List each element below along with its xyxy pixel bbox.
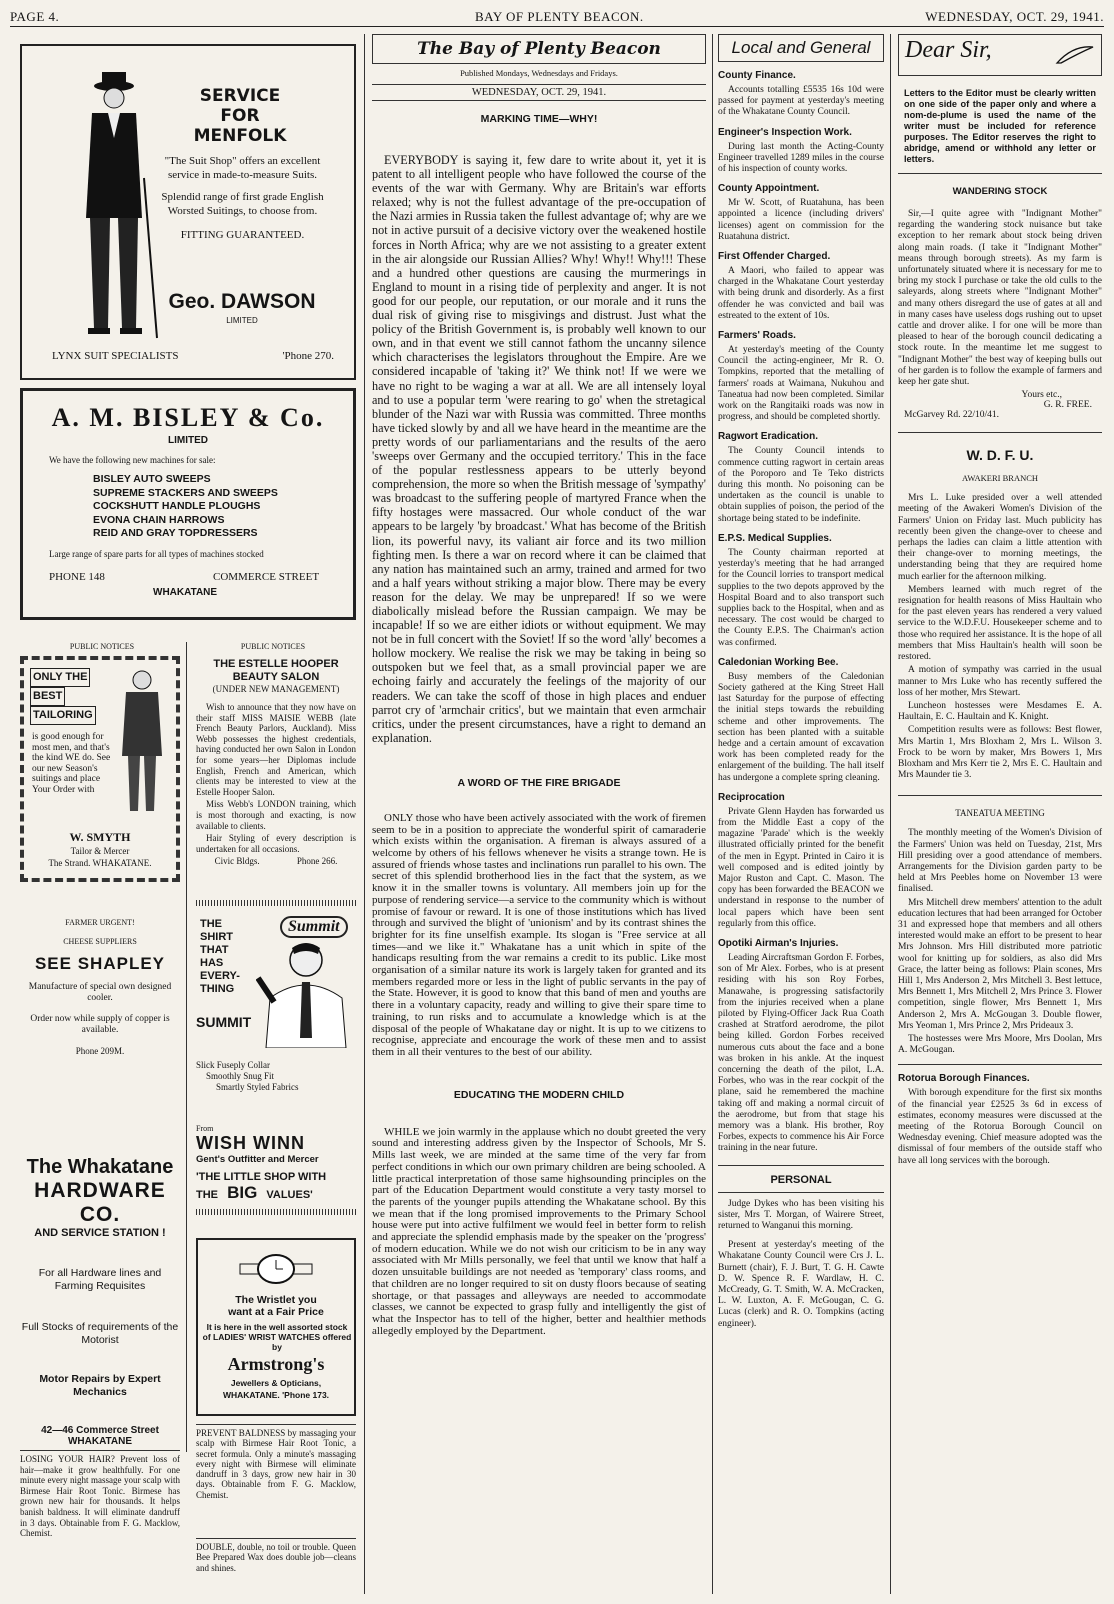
bisley-ad: [20, 388, 356, 620]
ad-company-name: WISH WINN: [196, 1133, 305, 1153]
local-items-list: [718, 70, 884, 1155]
machine-list-item: REID AND GRAY TOPDRESSERS: [93, 527, 258, 539]
letters-column: [898, 34, 1102, 1169]
notice-text: LOSING YOUR HAIR? Prevent loss of hair—make it grow healthfully. For one minute every night massage your scalp with Birmese Hair Root Tonic. Birmese has grown new hair for thousands. It helps banish baldness. It will eliminate dandruff in 3 days. Obtainable from F. G. Macklow, Chemist.: [20, 1454, 180, 1539]
divider-rule: [196, 1209, 356, 1215]
ad-headline: THAT: [200, 944, 229, 956]
ad-trade: Tailor & Mercer: [70, 846, 130, 856]
notice-text: Miss Webb's LONDON training, which is most thorough and exacting, is now available to clients.: [196, 799, 356, 831]
notice-text: PREVENT BALDNESS by massaging your scalp with Birmese Hair Root Tonic, a secret formula. Only a minute's massaging every night with Birmese will eliminate dandruff in 3 days, grow new hair in 30 days. Obtainable from F. G. Macklow, Chemist.: [196, 1428, 356, 1500]
ad-text: Full Stocks of requirements of the Motorist: [21, 1321, 179, 1346]
ad-headline: HARDWARE CO.: [34, 1179, 166, 1226]
news-headline: Caledonian Working Bee.: [718, 656, 839, 668]
section-title: Local and General: [718, 34, 884, 62]
article-headline: A WORD OF THE FIRE BRIGADE: [457, 776, 621, 789]
report-paragraph: Mrs Mitchell drew members' attention to the adult education lectures that had been arranged for October 31 and expressed hope that members and all others interested would make an effort to be present to hear Mrs Johnson. Mrs Hill distributed more patriotic wool for knitting up for soldiers, as also did Mrs Grace, the latter being as follows: Plain scones, Mrs Hill 1, Mrs Anderson 2, Mrs Mitchell 3. Best lettuce, Mrs Bennett 1, Mrs Mitchell 2, Mrs Prince 3. Flower competition, single flower, Mrs Bennett 1, Mrs Anderson 2, Mrs A. McGougan 3. Double flower, Mrs Yeoman 1, Mrs Prince 2, Mrs Prideaux 3.: [898, 897, 1102, 1031]
armstrong-ad: [196, 1238, 356, 1416]
masthead: The Bay of Plenty Beacon: [417, 39, 661, 59]
ad-subheadline: AND SERVICE STATION !: [34, 1227, 166, 1239]
letter-closing: Yours etc.,: [1021, 390, 1062, 401]
ad-slogan: BIG: [227, 1183, 258, 1202]
news-headline: County Finance.: [718, 70, 796, 81]
publication-schedule: Published Mondays, Wednesdays and Fridays.: [460, 68, 618, 78]
news-body: The County chairman reported at yesterday's meeting that he had arranged for the Council lorries to transport medical supplies to the two depots approved by the Hospital Board and to also transport such supplies back to the Hospital, when and as necessary. The cost would be charged to the County E.P.S. The Chairman's action was confirmed.: [718, 547, 884, 648]
notice-text: Wish to announce that they now have on their staff MISS MAISIE WEBB (late French Beauty Parlors, Auckland). Miss Webb possesses the highest credentials, having conducted her own Salon in London for some years—her Diplomas include English, French and American, which clients may be interested to view at the Estelle Hooper Salon.: [196, 702, 356, 797]
article-headline: MARKING TIME—WHY!: [480, 113, 598, 125]
ad-headline: EVERY-: [200, 970, 240, 982]
article-headline: EDUCATING THE MODERN CHILD: [453, 1088, 625, 1101]
news-headline: First Offender Charged.: [718, 251, 831, 263]
ad-phone: Phone 209M.: [75, 1046, 125, 1056]
issue-date: WEDNESDAY, OCT. 29, 1941.: [925, 9, 1104, 24]
ad-headline: The Whakatane: [26, 1156, 174, 1178]
letter-signature: G. R. FREE.: [1043, 400, 1092, 411]
ad-brand: SUMMIT: [196, 1014, 252, 1030]
divider-rule: [196, 900, 356, 906]
quill-pen-icon: [1055, 43, 1095, 65]
baldness-notice: [196, 1424, 356, 1502]
news-headline: E.P.S. Medical Supplies.: [718, 532, 832, 544]
column-divider: [890, 34, 891, 1594]
hooper-notice: [196, 658, 356, 866]
notice-title: THE ESTELLE HOOPER BEAUTY SALON: [213, 658, 339, 683]
section-heading: PUBLIC NOTICES: [240, 642, 306, 651]
machine-list-item: EVONA CHAIN HARROWS: [93, 513, 225, 526]
editor-notice: Letters to the Editor must be clearly written on one side of the paper only and where a nom-de-plume is used the name of the writer must be included for reference purposes. The Editor reserves the right to abridge, amend or withhold any letter or letters.: [904, 88, 1096, 164]
news-body: Busy members of the Caledonian Society gathered at the King Street Hall last Saturday for the purpose of effecting the initial steps towards the rebuilding scheme and other improvements. The section has been planted with a suitable hedge and a certain amount of excavation work has been completed ready for the enlargement of the building. The hall itself has undergone a complete spring cleaning.: [718, 671, 884, 783]
ad-intro: We have the following new machines for sale:: [49, 455, 216, 465]
ad-text: It is here in the well assorted stock of LADIES' WRIST WATCHES offered by: [202, 1322, 352, 1352]
ad-headline: THE: [200, 918, 222, 930]
ad-company-suffix: LIMITED: [226, 316, 258, 325]
masthead-box: [372, 34, 706, 64]
ad-text: Splendid range of first grade English Worsted Suitings, to choose from.: [161, 191, 324, 217]
report-paragraph: Mrs L. Luke presided over a well attended meeting of the Awakeri Women's Division of the Farmers' Union on Friday last. Much publicity has recently been given the change-over to cheese and perhaps the ladies can claim a little attention with their change-over to morning meetings, the understanding being that they are required home much earlier for the afternoon milking.: [898, 493, 1102, 582]
letter-address: McGarvey Rd. 22/10/41.: [904, 410, 999, 421]
article-body: EVERYBODY is saying it, few dare to write about it, yet it is patent to all intelligent people who have followed the course of the events of the war with Germany. Why are Britain's war efforts relaxed; why is not the fullest advantage of the pre-occupation of the Nazi armies in Russia taken the fullest advantage of; why are we not in active pursuit of a decisive victory over the weakened hostile forces in North Africa; why are we not assisting to a greater extent in the air alongside our Russian Allies? Why! Why!! Why!!! These and a hundred other questions are causing the murmerings in England to mount in a rising tide of perplexity and anger. It is not good for our people, our reputation, or our morale and it runs the dual risk of giving rise to misgivings and distrust. Just what the policy of the British Government is, is probably well known to our own, and in that event we still cannot fathom the uncanny silence which characterises the legislators throughout the Empire. Are we considered incapable of 'taking it?' We think not! If we were we have no right to be waging a war at all. We are all intensely loyal and to use a popular term 'were rearing to go' when the stretagical blunder of the Nazi war with Russia was committed. Three months have ticked slowly by and all we have heard in the meantime are the pretty words of our parliamentarians and the results of the aero 'sweeps over Germany and the occupied territory.' This in the face of the popular restlessness appears to be utterly beyond comprehension, the more so when the British message of 'sympathy' was broadcast to the suffering people of martyred France when the fifty hostages were massacred. Our whole conduct of the war appears to be largely 'by broadcast.' What has become of the British lion, its powerful navy, its valiant air force and its two million fighting men. Is there a war on record where it can be claimed that any nation has maintained such an army, trained and armed for two and a half years without striking a major blow. There may be every reason for the delay. We may be unprepared! If so we were diabolically mislead before the Russian campaign. We may be incapable! If so we are either idiots or without equipment. We may not be in full concert with the Soviet! If so the word 'ally' becomes a hollow mockery. We realise the risk we may be taking in being so outspoken but we feel that, as a small provincial paper we are echoing fairly and accurately the feelings of the majority of our readers. We can take the scoff of those in high places and enduer parrot cry of 'armchair critics', but we maintain that even armchair critics, under the present circumstances, have a right to demand an explanation.: [372, 153, 706, 745]
ad-slogan: 'THE LITTLE SHOP WITH: [196, 1171, 327, 1183]
ad-text: Order now while supply of copper is available.: [30, 1014, 170, 1035]
ad-text: is good enough for most men, and that's the kind WE do. See our new Season's suitings and place Your Order with: [32, 732, 111, 795]
ad-tagline: LYNX SUIT SPECIALISTS: [52, 350, 179, 362]
ad-trade: Gent's Outfitter and Mercer: [196, 1154, 319, 1165]
ad-company-name: SEE SHAPLEY: [34, 954, 166, 973]
machine-list-item: COCKSHUTT HANDLE PLOUGHS: [93, 500, 261, 512]
ad-company-name: Armstrong's: [227, 1354, 325, 1374]
column-divider: [186, 642, 187, 1452]
smyth-ad: [20, 656, 180, 882]
ad-company-suffix: LIMITED: [168, 435, 208, 446]
section-subtitle: AWAKERI BRANCH: [961, 473, 1039, 484]
ad-headline: TAILORING: [30, 706, 96, 725]
article-body: With borough expenditure for the first six months of the financial year £2525 3s 6d in excess of estimates, economy measures were discussed at the meeting of the Rotorua Borough Council on Wednesday evening. Chief measure adopted was the dismissal of four members of the outside staff who have all long services with the borough.: [898, 1088, 1102, 1166]
ad-text: CHEESE SUPPLIERS: [63, 937, 137, 946]
column-divider: [364, 34, 365, 1594]
ad-text: From: [196, 1124, 214, 1133]
news-headline: Opotiki Airman's Injuries.: [718, 937, 839, 949]
wax-notice: [196, 1538, 356, 1575]
column-divider: [712, 34, 713, 1594]
ad-company-name: Geo. DAWSON: [168, 290, 316, 313]
ad-street: COMMERCE STREET: [213, 571, 320, 583]
ad-text: "The Suit Shop" offers an excellent service in made-to-measure Suits.: [164, 155, 321, 181]
paper-name: BAY OF PLENTY BEACON.: [475, 9, 644, 24]
editorial-date: WEDNESDAY, OCT. 29, 1941.: [372, 84, 706, 101]
report-paragraph: Competition results were as follows: Best flower, Mrs Martin 1, Mrs Bloxham 2, Mrs L. Wilson 3. Frock to be worn by maker, Mrs Bowers 1, Mrs Bloxham and Mrs Kerr tie 2, Mrs E. C. Haultain and Mrs Maunder tie 3.: [898, 725, 1102, 781]
report-paragraph: Members learned with much regret of the resignation for health reasons of Miss Haultain who for the past eleven years has rendered a very valued service to the W.D.F.U. Housekeeper scheme and to those who required her assistance. It is the hope of all members that Miss Haultain's health will soon be restored.: [898, 584, 1102, 663]
ad-headline: ONLY THE: [30, 668, 90, 687]
ad-headline: want at a Fair Price: [228, 1306, 324, 1318]
ad-feature: Slick Fuseply Collar: [196, 1060, 270, 1070]
ad-phone: PHONE 148: [49, 571, 105, 583]
report-paragraph: The hostesses were Mrs Moore, Mrs Doolan, Mrs A. McGougan.: [898, 1033, 1102, 1056]
wristwatch-illustration: [238, 1246, 314, 1294]
dawson-ad: [20, 44, 356, 380]
wdfu-report: [898, 493, 1102, 781]
personal-item: Judge Dykes who has been visiting his sister, Mrs T. Morgan, of Wairere Street, returned to Wanganui this morning.: [718, 1198, 884, 1232]
news-headline: Reciprocation: [718, 791, 785, 803]
news-body: The County Council intends to commence cutting ragwort in certain areas of the Poroporo and Te Teko districts during this month. No poisoning can be undertaken as the council is unable to obtain supplies of poison, the period of the shortage being stated to be indefinite.: [718, 446, 884, 524]
news-body: Accounts totalling £5535 16s 10d were passed for payment at yesterday's meeting of the Whakatane County Council.: [718, 85, 884, 118]
news-body: Leading Aircraftsman Gordon F. Forbes, son of Mr Alex. Forbes, who is at present residing with his son Roy Forbes, Manawahe, is progressing satisfactorily from the injuries received when a plane piloted by Flying-Officer Jack Rua Coath crashed at Stratford aerodrome, the pilot being killed. Gordon Forbes received numerous cuts about the face and a bone was broken in his ankle. At the inquest concerning the death of the pilot, L.A. Forbes, who was in the rear cockpit of the plane, said he remembered the machine taking off and making a normal circuit of the aerodrome, but from that stage his memory was a blank. His brother, Roy Forbes, expects to commence his Air Force training in the near future.: [718, 952, 884, 1154]
notice-subtitle: (UNDER NEW MANAGEMENT): [212, 684, 340, 694]
section-heading: PERSONAL: [718, 1165, 884, 1186]
news-body: Mr W. Scott, of Ruatahuna, has been appointed a licence (including drivers' licenses) agent on commission for the Ruatahuna district.: [718, 198, 884, 242]
ad-text: Large range of spare parts for all types of machines stocked: [49, 549, 264, 559]
notice-phone: Phone 266.: [296, 856, 338, 867]
page-number: PAGE 4.: [10, 9, 60, 24]
article-headline: Rotorua Borough Finances.: [898, 1073, 1030, 1085]
letter-body: Sir,—I quite agree with "Indignant Mother" regarding the wandering stock nuisance but take exception to her remark about stock being driven along main roads. (I take it "Indignant Mother" means through borough streets). As my farm is unfortunately situated where it is necessary for me to bring my stock I purchase or take the old culls to the saleyards, along streets where "Indignant Mother" and many others disregard the use of gates at all and in many cases have useless dogs rushing out to upset cattle and drover alike. I for one will be more than pleased to hear of the borough council dedicating a stock route. In the meantime let me suggest to "Indignant Mother" the best way of keeping bulls out of her garden is to follow the example of farmers and keep her gate shut.: [898, 209, 1102, 388]
local-general-column: [718, 34, 884, 1332]
section-title: W. D. F. U.: [966, 447, 1034, 464]
notice-text: DOUBLE, double, no toil or trouble. Queen Bee Prepared Wax does double job—cleans and shines.: [196, 1542, 356, 1573]
ad-feature: Smoothly Snug Fit: [206, 1071, 275, 1081]
hair-notice: [20, 1450, 180, 1541]
ad-trade: Jewellers & Opticians,: [230, 1378, 322, 1388]
ad-company-name: W. SMYTH: [69, 830, 131, 844]
news-body: A Maori, who failed to appear was charged in the Whakatane Court yesterday with being drunk and disorderly. As a first offender he was convicted and bail was estreated to the extent of 10s.: [718, 266, 884, 321]
banner-text: Dear Sir,: [905, 37, 992, 63]
news-headline: County Appointment.: [718, 183, 820, 195]
shirt-man-illustration: [256, 938, 356, 1048]
machine-list-item: SUPREME STACKERS AND SWEEPS: [93, 486, 278, 499]
ad-headline: SHIRT: [200, 931, 233, 943]
news-body: During last month the Acting-County Engineer travelled 1289 miles in the course of his inspection of county works.: [718, 141, 884, 175]
page-header: [10, 8, 1104, 27]
news-headline: Farmers' Roads.: [718, 330, 796, 342]
ad-phone: 'Phone 270.: [282, 350, 334, 362]
machine-list-item: BISLEY AUTO SWEEPS: [93, 473, 211, 485]
editorial-column: [372, 34, 706, 1337]
wishwinn-ad: [196, 1124, 356, 1215]
hardware-ad: [20, 1156, 180, 1447]
ad-text: For all Hardware lines and Farming Requisites: [38, 1267, 162, 1292]
report-paragraph: A motion of sympathy was carried in the usual manner to Mrs Luke who has recently suffered the loss of her mother, Mrs Stewart.: [898, 665, 1102, 698]
ad-headline: SERVICE: [199, 86, 281, 106]
section-heading: PUBLIC NOTICES: [69, 642, 135, 651]
ad-headline: HAS: [200, 957, 224, 969]
letters-banner: [898, 34, 1102, 76]
summit-ad: [196, 914, 356, 1092]
news-headline: Ragwort Eradication.: [718, 431, 819, 443]
ad-text: FITTING GUARANTEED.: [180, 229, 305, 241]
ad-town: WHAKATANE: [67, 1436, 133, 1447]
ad-headline: The Wristlet you: [235, 1294, 317, 1306]
news-body: At yesterday's meeting of the County Council the acting-engineer, Mr R. O. Tompkins, reported that the metalling of farmers' roads at Waimana, Nukuhou and Taneatua had now been completed. Similar work on the Rangitaiki roads was now in progress, and should be completed shortly.: [718, 345, 884, 423]
ad-company-name: A. M. BISLEY & Co.: [51, 403, 325, 432]
ad-address: WHAKATANE. 'Phone 173.: [222, 1390, 330, 1400]
taneatua-report: [898, 828, 1102, 1056]
letter-headline: WANDERING STOCK: [952, 186, 1048, 197]
ad-headline: FARMER URGENT!: [65, 918, 135, 927]
tailor-illustration: [114, 666, 172, 816]
article-body: ONLY those who have been actively associated with the work of firemen seem to be in a position to appreciate the wonderful spirit of camaraderie which exists within the organisation. A fireman is always assured of a welcome by others of his fellows whenever he visits a strange town. He is assured of friends whose tastes and inclinations run parallel to his own. The secret of this splendid brotherhood lies in the fact that the system, as we know it in the smaller towns is voluntary. All members join up for the purpose of rendering service—a service to the community which is without promise of favour or reward. It is one of those institutions which has lived through and survived the blight of 'unionism' and by its contrast shines the brighter for its fine unselfish example. Its slogan is "Free service at all times—and we like it." Whakatane has a unit which in spite of the handicaps resulting from the war remains a credit to its public. Like most organisation of a similar nature its work is largely taken for granted and its members regarded more or less in the light of public servants in the pay of the State. However, it is good to know that this band of men and youths are there in a voluntary capacity, ready and willing to give their spare time to training, to run risks and to accumulate a knowledge which is at the disposal of the people of Whakatane day or night. It is up to we citizens to recognise, appreciate and encourage the work of these men and to assist them in all their ventures to the best of our ability.: [372, 811, 706, 1058]
ad-feature: Smartly Styled Fabrics: [216, 1082, 299, 1092]
ad-text: Motor Repairs by Expert Mechanics: [39, 1373, 161, 1398]
notice-text: Hair Styling of every description is undertaken for all occasions.: [196, 833, 356, 854]
shapley-ad: [20, 918, 180, 1056]
machine-list: [93, 473, 278, 541]
personal-item: Present at yesterday's meeting of the Whakatane County Council were Crs J. L. Burnett (chair), F. J. Burt, T. G. H. Cawte D. W. Spence R. F. Wardlaw, H. C. McCready, G. T. Smith, W. A. McCracken, L. W. Luxton, A. F. McGougan, C. G. Lucas (clerk) and R. O. Tompkins (acting engineer).: [718, 1240, 884, 1329]
ad-text: Manufacture of special own designed cooler.: [28, 982, 172, 1003]
report-paragraph: Luncheon hostesses were Mesdames E. A. Haultain, E. C. Haultain and K. Knight.: [898, 700, 1102, 723]
ad-headline: BEST: [30, 687, 65, 706]
notice-address: Civic Bldgs.: [214, 856, 260, 867]
ad-headline: THING: [200, 983, 235, 995]
ad-town: WHAKATANE: [153, 587, 218, 598]
report-paragraph: The monthly meeting of the Women's Division of the Farmers' Union was held on Tuesday, 21st, Mrs Hill presiding over a good attendance of members. Arrangements for the Division garden party to be held at Mrs Peebles home on November 13 were finalised.: [898, 828, 1102, 895]
gentleman-illustration: [62, 68, 162, 348]
news-body: Private Glenn Hayden has forwarded us from the Middle East a copy of the magazine 'Parade' which is the weekly illustrated officially printed for the benefit of the men in Egypt. Printed in Cairo it is well composed and is edited jointly by Major Ruston and Capt. C. Mason. The copy has been forwarded the BEACON we understand in response to the number of local papers which have been sent regularly from this office.: [718, 806, 884, 929]
ad-slogan: THE: [196, 1189, 218, 1201]
ad-headline: FOR MENFOLK: [193, 106, 287, 146]
news-headline: Engineer's Inspection Work.: [718, 126, 852, 138]
article-body: WHILE we join warmly in the applause which no doubt greeted the very sound and interesting address given by the Inspector of Schools, Mr S. Mills last week, we are minded at the same time of the very far from perfect conditions in which our own primary children are being schooled. A little practical interpretation of those same highsounding principles on the part of the Education Department would constitute a very tasty morsel to the parents of the younger pupils attending the Whakatane school. By this we mean that if the long promised improvements to the Primary School house were put into active fulfilment we would feel in better form to relish and appreciate the splendid emphasis made by the speaker on the 'progress' of modern education. While we do not wish our criticism to be in any way associated with Mr Mills personally, we feel that until we know that half a dozen unsuitable buildings are not needed as 'temporary' class rooms, and that children are no longer required to sit on dusty floors because of seating shortage, or that passages and alleyways are needed to accommodate classes, we cannot be expected to grasp fully and intelligently the gist of what the Inspector has to tell of the higher, better and healthier methods allegedly employed by the Department.: [372, 1125, 706, 1337]
ad-slogan: VALUES': [266, 1189, 313, 1201]
summit-logo: Summit: [280, 916, 348, 938]
ad-address: The Strand. WHAKATANE.: [48, 858, 152, 868]
section-heading: TANEATUA MEETING: [955, 808, 1045, 819]
ad-address: 42—46 Commerce Street: [41, 1425, 159, 1436]
